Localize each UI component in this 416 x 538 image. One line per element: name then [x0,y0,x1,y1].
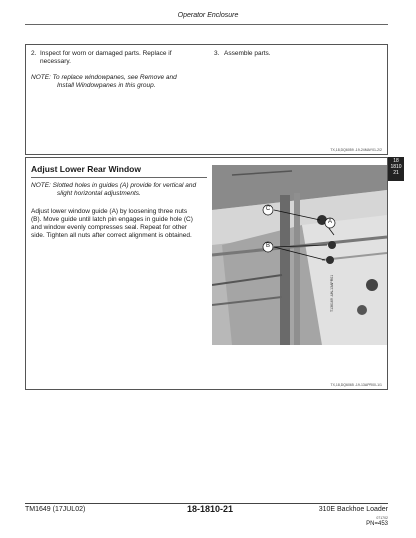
callout-b: B [265,243,270,249]
adjust-instructions-line-1: Adjust lower window guide (A) by loosening three nuts [31,208,188,215]
footer-page-number: 18-1810-21 [186,504,234,514]
callout-a: A [327,219,332,225]
photo-id: T136169 -UN-13APR01 [330,274,334,312]
title-rule [31,177,207,178]
section-title: Adjust Lower Rear Window [31,164,141,174]
windowpane-note-line-1: NOTE: To replace windowpanes, see Remove and [31,74,177,81]
step-3-text: Assemble parts. [224,50,271,57]
footer-pn: PN=453 [366,521,388,527]
section-1-caption: TX,18,DQ6059 -19-24MAY01-2/2 [330,148,382,152]
footer-date-code: 071702 [376,516,388,520]
step-2-line-1: Inspect for worn or damaged parts. Replace if [40,50,172,57]
footer-manual-id: TM1649 (17JUL02) [25,506,86,513]
window-guide-illustration [212,165,387,345]
step-2-line-2: necessary. [40,58,71,65]
windowpane-note-line-2: Install Windowpanes in this group. [57,82,156,89]
page-header-title: Operator Enclosure [177,12,239,19]
callout-c: C [265,206,271,212]
window-guide-photo [212,165,387,345]
inspect-section [25,44,388,155]
footer-model: 310E Backhoe Loader [318,506,388,513]
step-3-number: 3. [214,50,220,57]
adjust-instructions-line-4: side. Tighten all nuts after correct alignment is obtained. [31,232,192,239]
tab-line-1: 18 [393,158,399,164]
tab-line-2: 1810 [390,164,402,170]
step-2-number: 2. [31,50,37,57]
slotted-holes-note-line-2: slight horizontal adjustments. [57,190,141,197]
section-tab [388,157,404,181]
tab-line-3: 21 [393,170,399,176]
slotted-holes-note-line-1: NOTE: Slotted holes in guides (A) provide for vertical and [31,182,197,189]
adjust-instructions-line-3: and window evenly compresses seal. Repeat for other [31,224,188,231]
adjust-instructions-line-2: (B). Move guide until latch pin engages in guide hole (C) [31,216,193,223]
header-rule [25,24,388,25]
section-2-caption: TX,18,DQ6065 -19-13APR00-1/1 [330,383,382,387]
